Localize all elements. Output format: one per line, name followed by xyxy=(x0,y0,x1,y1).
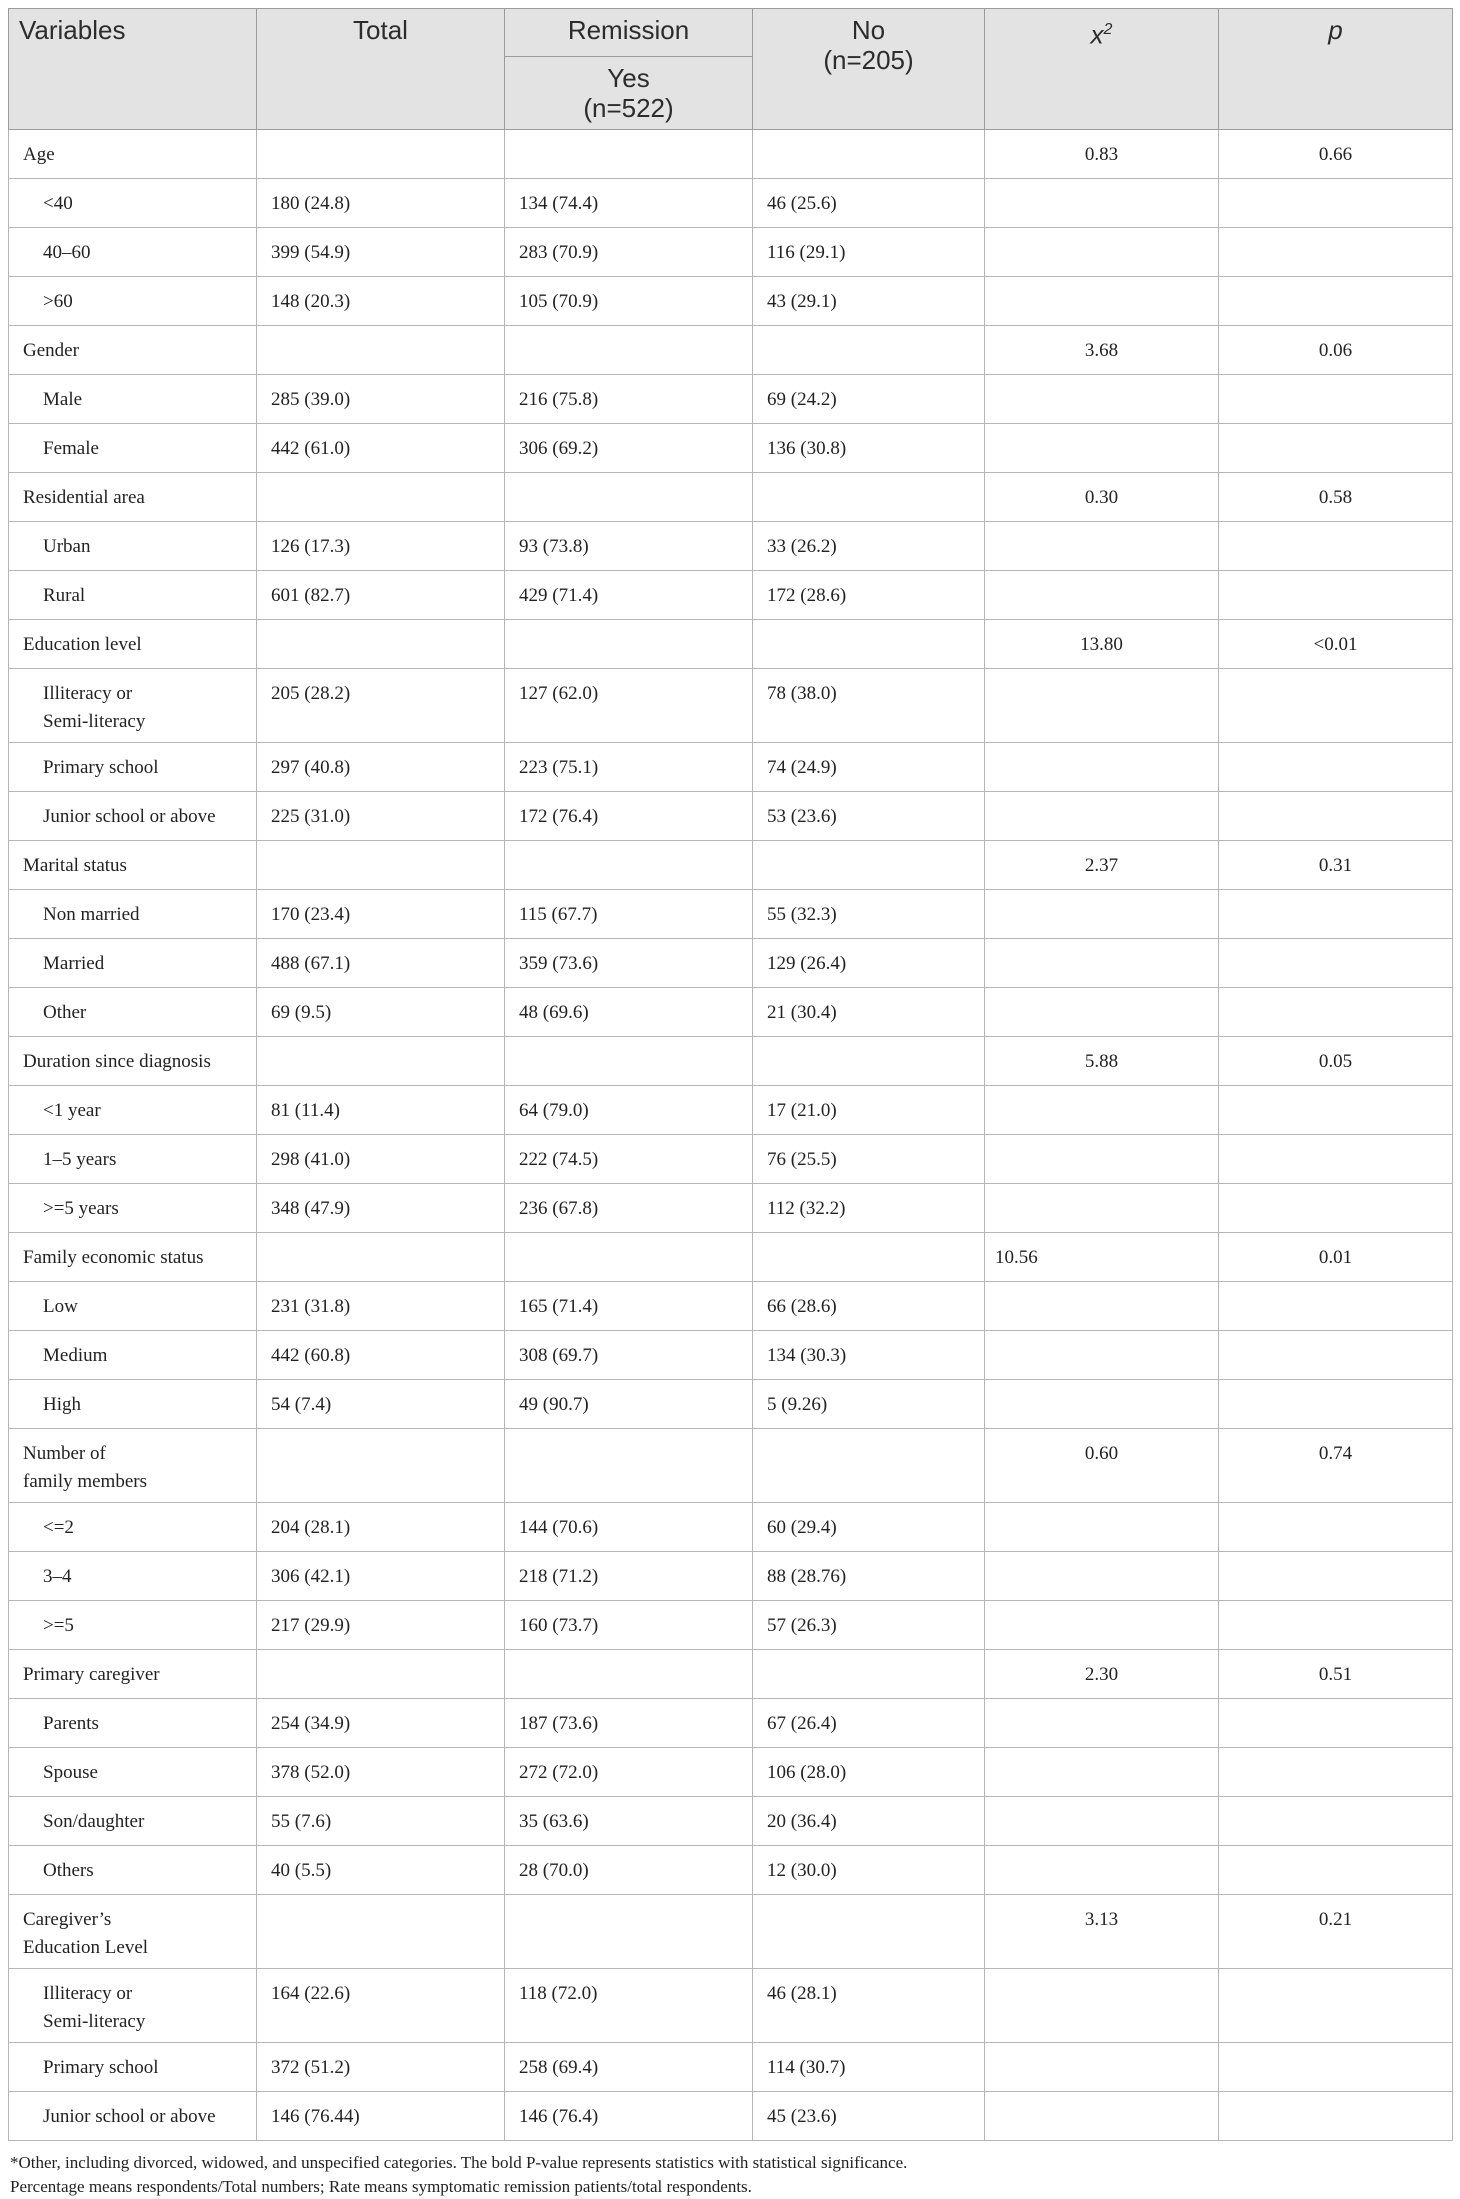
cell-p-value xyxy=(1219,424,1453,473)
cell-remission-no xyxy=(753,841,985,890)
cell-total xyxy=(257,1895,505,1969)
cell-chi-square xyxy=(985,1846,1219,1895)
cell-total: 372 (51.2) xyxy=(257,2043,505,2092)
cell-total: 69 (9.5) xyxy=(257,988,505,1037)
cell-remission-no: 12 (30.0) xyxy=(753,1846,985,1895)
cell-remission-yes xyxy=(505,130,753,179)
cell-remission-yes: 93 (73.8) xyxy=(505,522,753,571)
cell-chi-square xyxy=(985,890,1219,939)
header-yes xyxy=(505,57,753,130)
cell-remission-yes: 172 (76.4) xyxy=(505,792,753,841)
cell-chi-square: 3.68 xyxy=(985,326,1219,375)
cell-p-value: 0.74 xyxy=(1219,1429,1453,1503)
cell-total: 378 (52.0) xyxy=(257,1748,505,1797)
cell-remission-no: 114 (30.7) xyxy=(753,2043,985,2092)
cell-remission-yes: 127 (62.0) xyxy=(505,669,753,743)
cell-variable: Family economic status xyxy=(9,1233,257,1282)
header-total: Total xyxy=(257,9,505,130)
cell-p-value xyxy=(1219,1331,1453,1380)
cell-p-value: 0.51 xyxy=(1219,1650,1453,1699)
cell-remission-no: 21 (30.4) xyxy=(753,988,985,1037)
header-chi-sup: 2 xyxy=(1103,21,1113,38)
cell-variable: Caregiver’s Education Level xyxy=(9,1895,257,1969)
cell-remission-no: 69 (24.2) xyxy=(753,375,985,424)
cell-p-value xyxy=(1219,1846,1453,1895)
cell-p-value: 0.31 xyxy=(1219,841,1453,890)
cell-chi-square xyxy=(985,571,1219,620)
cell-p-value: 0.06 xyxy=(1219,326,1453,375)
cell-chi-square xyxy=(985,939,1219,988)
cell-remission-yes: 222 (74.5) xyxy=(505,1135,753,1184)
table-row-group xyxy=(9,473,1453,522)
cell-remission-yes: 105 (70.9) xyxy=(505,277,753,326)
cell-variable: Primary school xyxy=(9,743,257,792)
cell-total xyxy=(257,473,505,522)
cell-chi-square xyxy=(985,1331,1219,1380)
cell-total: 225 (31.0) xyxy=(257,792,505,841)
header-chi-square xyxy=(985,9,1219,130)
cell-variable: Number of family members xyxy=(9,1429,257,1503)
cell-remission-yes: 48 (69.6) xyxy=(505,988,753,1037)
cell-total: 180 (24.8) xyxy=(257,179,505,228)
cell-chi-square: 2.30 xyxy=(985,1650,1219,1699)
cell-p-value xyxy=(1219,1086,1453,1135)
cell-p-value xyxy=(1219,375,1453,424)
cell-p-value xyxy=(1219,179,1453,228)
cell-remission-yes xyxy=(505,1233,753,1282)
cell-remission-no: 67 (26.4) xyxy=(753,1699,985,1748)
table-row-group xyxy=(9,841,1453,890)
cell-chi-square xyxy=(985,988,1219,1037)
cell-total: 488 (67.1) xyxy=(257,939,505,988)
cell-variable: Illiteracy or Semi-literacy xyxy=(9,1969,257,2043)
cell-p-value: 0.01 xyxy=(1219,1233,1453,1282)
header-variables: Variables xyxy=(9,9,257,130)
cell-p-value xyxy=(1219,571,1453,620)
header-chi-base: x xyxy=(1090,19,1104,50)
cell-chi-square xyxy=(985,1184,1219,1233)
table-row xyxy=(9,424,1453,473)
cell-chi-square xyxy=(985,792,1219,841)
cell-variable: Duration since diagnosis xyxy=(9,1037,257,1086)
cell-p-value xyxy=(1219,1748,1453,1797)
cell-total: 399 (54.9) xyxy=(257,228,505,277)
cell-chi-square xyxy=(985,375,1219,424)
cell-total xyxy=(257,130,505,179)
table-row xyxy=(9,228,1453,277)
cell-remission-yes xyxy=(505,1895,753,1969)
cell-variable: Urban xyxy=(9,522,257,571)
cell-remission-yes: 283 (70.9) xyxy=(505,228,753,277)
cell-total: 146 (76.44) xyxy=(257,2092,505,2141)
cell-variable: Male xyxy=(9,375,257,424)
cell-variable: Education level xyxy=(9,620,257,669)
table-row xyxy=(9,1846,1453,1895)
table-row xyxy=(9,522,1453,571)
table-row xyxy=(9,1135,1453,1184)
cell-total: 40 (5.5) xyxy=(257,1846,505,1895)
cell-chi-square: 3.13 xyxy=(985,1895,1219,1969)
cell-remission-no xyxy=(753,1429,985,1503)
cell-chi-square xyxy=(985,743,1219,792)
table-row xyxy=(9,669,1453,743)
cell-remission-no xyxy=(753,1895,985,1969)
cell-chi-square xyxy=(985,522,1219,571)
cell-p-value xyxy=(1219,1969,1453,2043)
cell-variable: 40–60 xyxy=(9,228,257,277)
cell-total: 148 (20.3) xyxy=(257,277,505,326)
cell-remission-no: 45 (23.6) xyxy=(753,2092,985,2141)
cell-chi-square: 2.37 xyxy=(985,841,1219,890)
cell-chi-square: 5.88 xyxy=(985,1037,1219,1086)
cell-variable: Son/daughter xyxy=(9,1797,257,1846)
cell-p-value xyxy=(1219,890,1453,939)
table-row xyxy=(9,988,1453,1037)
cell-remission-no xyxy=(753,326,985,375)
cell-chi-square xyxy=(985,669,1219,743)
cell-variable: Medium xyxy=(9,1331,257,1380)
cell-total: 55 (7.6) xyxy=(257,1797,505,1846)
footnote: Percentage means respondents/Total numbers; Rate means symptomatic remission patients/total respondents. xyxy=(10,2177,752,2196)
cell-chi-square xyxy=(985,1748,1219,1797)
cell-remission-yes: 146 (76.4) xyxy=(505,2092,753,2141)
cell-total: 205 (28.2) xyxy=(257,669,505,743)
cell-remission-no xyxy=(753,473,985,522)
cell-remission-yes: 359 (73.6) xyxy=(505,939,753,988)
cell-variable: >=5 xyxy=(9,1601,257,1650)
cell-p-value xyxy=(1219,1552,1453,1601)
table-row-group xyxy=(9,1233,1453,1282)
footnote: *Other, including divorced, widowed, and unspecified categories. The bold P-value represents statistics with statistical significance. xyxy=(10,2153,908,2172)
cell-total xyxy=(257,620,505,669)
cell-variable: 3–4 xyxy=(9,1552,257,1601)
cell-p-value xyxy=(1219,277,1453,326)
cell-chi-square: 0.60 xyxy=(985,1429,1219,1503)
cell-p-value xyxy=(1219,1601,1453,1650)
cell-p-value xyxy=(1219,669,1453,743)
table-row xyxy=(9,792,1453,841)
cell-p-value: 0.05 xyxy=(1219,1037,1453,1086)
table-row-group xyxy=(9,1429,1453,1503)
cell-remission-no: 112 (32.2) xyxy=(753,1184,985,1233)
cell-remission-yes: 118 (72.0) xyxy=(505,1969,753,2043)
cell-variable: 1–5 years xyxy=(9,1135,257,1184)
table-row xyxy=(9,743,1453,792)
table-row-group xyxy=(9,326,1453,375)
cell-p-value xyxy=(1219,743,1453,792)
cell-variable: Marital status xyxy=(9,841,257,890)
cell-p-value: 0.66 xyxy=(1219,130,1453,179)
cell-remission-no: 88 (28.76) xyxy=(753,1552,985,1601)
cell-p-value xyxy=(1219,1282,1453,1331)
cell-variable: Parents xyxy=(9,1699,257,1748)
cell-variable: Female xyxy=(9,424,257,473)
cell-total xyxy=(257,1037,505,1086)
cell-p-value xyxy=(1219,2043,1453,2092)
cell-remission-yes: 144 (70.6) xyxy=(505,1503,753,1552)
cell-p-value xyxy=(1219,1699,1453,1748)
cell-remission-no: 55 (32.3) xyxy=(753,890,985,939)
cell-remission-no: 46 (28.1) xyxy=(753,1969,985,2043)
cell-chi-square xyxy=(985,1380,1219,1429)
cell-remission-no: 106 (28.0) xyxy=(753,1748,985,1797)
cell-remission-yes: 134 (74.4) xyxy=(505,179,753,228)
cell-total xyxy=(257,1429,505,1503)
cell-chi-square xyxy=(985,2043,1219,2092)
cell-remission-yes: 35 (63.6) xyxy=(505,1797,753,1846)
cell-remission-yes: 272 (72.0) xyxy=(505,1748,753,1797)
cell-remission-yes: 223 (75.1) xyxy=(505,743,753,792)
cell-total: 254 (34.9) xyxy=(257,1699,505,1748)
cell-remission-yes xyxy=(505,841,753,890)
table-row xyxy=(9,1699,1453,1748)
table-row xyxy=(9,571,1453,620)
header-no-label: No xyxy=(851,15,886,45)
cell-remission-yes: 258 (69.4) xyxy=(505,2043,753,2092)
cell-chi-square xyxy=(985,424,1219,473)
cell-variable: Primary school xyxy=(9,2043,257,2092)
cell-total: 348 (47.9) xyxy=(257,1184,505,1233)
cell-total: 81 (11.4) xyxy=(257,1086,505,1135)
cell-total xyxy=(257,326,505,375)
cell-chi-square xyxy=(985,1699,1219,1748)
table-row xyxy=(9,1380,1453,1429)
cell-variable: Low xyxy=(9,1282,257,1331)
cell-p-value xyxy=(1219,792,1453,841)
table-row xyxy=(9,939,1453,988)
cell-variable: Illiteracy or Semi-literacy xyxy=(9,669,257,743)
cell-remission-yes: 429 (71.4) xyxy=(505,571,753,620)
cell-remission-no: 66 (28.6) xyxy=(753,1282,985,1331)
cell-p-value xyxy=(1219,1135,1453,1184)
cell-chi-square: 0.83 xyxy=(985,130,1219,179)
table-row xyxy=(9,1331,1453,1380)
cell-total: 297 (40.8) xyxy=(257,743,505,792)
cell-remission-yes: 115 (67.7) xyxy=(505,890,753,939)
cell-remission-no: 20 (36.4) xyxy=(753,1797,985,1846)
table-row-group xyxy=(9,1037,1453,1086)
table-footnotes xyxy=(8,2151,1452,2199)
cell-variable: >60 xyxy=(9,277,257,326)
cell-remission-yes xyxy=(505,326,753,375)
cell-chi-square xyxy=(985,179,1219,228)
cell-p-value xyxy=(1219,988,1453,1037)
cell-variable: <40 xyxy=(9,179,257,228)
table-row xyxy=(9,1552,1453,1601)
cell-variable: Non married xyxy=(9,890,257,939)
cell-chi-square xyxy=(985,1503,1219,1552)
cell-total xyxy=(257,1233,505,1282)
cell-remission-yes: 28 (70.0) xyxy=(505,1846,753,1895)
cell-total: 298 (41.0) xyxy=(257,1135,505,1184)
cell-total: 170 (23.4) xyxy=(257,890,505,939)
cell-remission-no xyxy=(753,620,985,669)
cell-remission-yes: 306 (69.2) xyxy=(505,424,753,473)
cell-remission-no: 60 (29.4) xyxy=(753,1503,985,1552)
table-row xyxy=(9,890,1453,939)
cell-remission-no xyxy=(753,1037,985,1086)
cell-p-value xyxy=(1219,939,1453,988)
cell-remission-no: 17 (21.0) xyxy=(753,1086,985,1135)
cell-variable: Junior school or above xyxy=(9,792,257,841)
cell-total: 126 (17.3) xyxy=(257,522,505,571)
table-row xyxy=(9,1282,1453,1331)
cell-p-value xyxy=(1219,1503,1453,1552)
cell-remission-yes: 216 (75.8) xyxy=(505,375,753,424)
cell-remission-no: 5 (9.26) xyxy=(753,1380,985,1429)
cell-total: 285 (39.0) xyxy=(257,375,505,424)
cell-chi-square: 10.56 xyxy=(985,1233,1219,1282)
cell-variable: Age xyxy=(9,130,257,179)
cell-total: 217 (29.9) xyxy=(257,1601,505,1650)
cell-variable: Spouse xyxy=(9,1748,257,1797)
cell-remission-yes: 64 (79.0) xyxy=(505,1086,753,1135)
cell-remission-yes: 160 (73.7) xyxy=(505,1601,753,1650)
cell-variable: Rural xyxy=(9,571,257,620)
cell-variable: Residential area xyxy=(9,473,257,522)
table-row xyxy=(9,179,1453,228)
cell-p-value: <0.01 xyxy=(1219,620,1453,669)
cell-remission-no: 57 (26.3) xyxy=(753,1601,985,1650)
table-row xyxy=(9,1503,1453,1552)
data-table xyxy=(8,8,1453,2141)
table-header xyxy=(9,9,1453,130)
cell-p-value: 0.21 xyxy=(1219,1895,1453,1969)
cell-total: 231 (31.8) xyxy=(257,1282,505,1331)
cell-chi-square xyxy=(985,1797,1219,1846)
cell-variable: Others xyxy=(9,1846,257,1895)
table-body xyxy=(9,130,1453,2141)
cell-remission-yes: 49 (90.7) xyxy=(505,1380,753,1429)
cell-chi-square xyxy=(985,1135,1219,1184)
cell-remission-yes: 308 (69.7) xyxy=(505,1331,753,1380)
cell-remission-yes: 236 (67.8) xyxy=(505,1184,753,1233)
cell-remission-no: 43 (29.1) xyxy=(753,277,985,326)
cell-remission-no: 136 (30.8) xyxy=(753,424,985,473)
table-row xyxy=(9,277,1453,326)
table-container xyxy=(8,8,1452,2199)
header-p: p xyxy=(1219,9,1453,130)
table-row xyxy=(9,2092,1453,2141)
table-row-group xyxy=(9,1650,1453,1699)
cell-remission-yes xyxy=(505,473,753,522)
table-row xyxy=(9,2043,1453,2092)
table-row xyxy=(9,1797,1453,1846)
cell-variable: Junior school or above xyxy=(9,2092,257,2141)
cell-p-value xyxy=(1219,1380,1453,1429)
cell-total: 442 (60.8) xyxy=(257,1331,505,1380)
cell-remission-no: 172 (28.6) xyxy=(753,571,985,620)
cell-chi-square xyxy=(985,1282,1219,1331)
cell-remission-yes: 187 (73.6) xyxy=(505,1699,753,1748)
header-no-n: (n=205) xyxy=(823,45,914,75)
table-row xyxy=(9,1184,1453,1233)
header-remission: Remission xyxy=(505,9,753,57)
cell-remission-no: 116 (29.1) xyxy=(753,228,985,277)
header-no xyxy=(753,9,985,130)
cell-total: 601 (82.7) xyxy=(257,571,505,620)
cell-p-value xyxy=(1219,1797,1453,1846)
cell-remission-no: 76 (25.5) xyxy=(753,1135,985,1184)
cell-remission-yes: 165 (71.4) xyxy=(505,1282,753,1331)
cell-remission-no xyxy=(753,1233,985,1282)
cell-p-value xyxy=(1219,1184,1453,1233)
cell-chi-square xyxy=(985,2092,1219,2141)
cell-remission-yes: 218 (71.2) xyxy=(505,1552,753,1601)
cell-remission-yes xyxy=(505,1429,753,1503)
table-row xyxy=(9,1086,1453,1135)
table-row-group xyxy=(9,1895,1453,1969)
cell-total: 306 (42.1) xyxy=(257,1552,505,1601)
cell-p-value xyxy=(1219,2092,1453,2141)
cell-variable: >=5 years xyxy=(9,1184,257,1233)
cell-variable: <1 year xyxy=(9,1086,257,1135)
table-row xyxy=(9,375,1453,424)
cell-total: 442 (61.0) xyxy=(257,424,505,473)
cell-variable: <=2 xyxy=(9,1503,257,1552)
cell-chi-square: 13.80 xyxy=(985,620,1219,669)
cell-total: 204 (28.1) xyxy=(257,1503,505,1552)
cell-variable: Married xyxy=(9,939,257,988)
cell-remission-no: 129 (26.4) xyxy=(753,939,985,988)
cell-chi-square xyxy=(985,228,1219,277)
cell-remission-no: 53 (23.6) xyxy=(753,792,985,841)
table-row xyxy=(9,1969,1453,2043)
cell-remission-no: 78 (38.0) xyxy=(753,669,985,743)
cell-remission-no: 33 (26.2) xyxy=(753,522,985,571)
table-row xyxy=(9,1748,1453,1797)
cell-variable: Primary caregiver xyxy=(9,1650,257,1699)
cell-chi-square xyxy=(985,1552,1219,1601)
header-yes-n: (n=522) xyxy=(583,93,674,123)
cell-remission-no: 74 (24.9) xyxy=(753,743,985,792)
cell-total xyxy=(257,841,505,890)
cell-variable: Other xyxy=(9,988,257,1037)
cell-remission-no xyxy=(753,1650,985,1699)
table-row-group xyxy=(9,130,1453,179)
cell-remission-no: 46 (25.6) xyxy=(753,179,985,228)
header-yes-label: Yes xyxy=(607,63,650,93)
cell-chi-square xyxy=(985,1086,1219,1135)
cell-variable: Gender xyxy=(9,326,257,375)
cell-variable: High xyxy=(9,1380,257,1429)
cell-remission-no: 134 (30.3) xyxy=(753,1331,985,1380)
cell-remission-yes xyxy=(505,1650,753,1699)
cell-chi-square: 0.30 xyxy=(985,473,1219,522)
cell-remission-no xyxy=(753,130,985,179)
cell-total xyxy=(257,1650,505,1699)
cell-total: 164 (22.6) xyxy=(257,1969,505,2043)
cell-chi-square xyxy=(985,1601,1219,1650)
cell-p-value xyxy=(1219,228,1453,277)
table-row-group xyxy=(9,620,1453,669)
cell-chi-square xyxy=(985,277,1219,326)
table-row xyxy=(9,1601,1453,1650)
cell-p-value: 0.58 xyxy=(1219,473,1453,522)
cell-remission-yes xyxy=(505,620,753,669)
cell-total: 54 (7.4) xyxy=(257,1380,505,1429)
cell-chi-square xyxy=(985,1969,1219,2043)
cell-p-value xyxy=(1219,522,1453,571)
cell-remission-yes xyxy=(505,1037,753,1086)
